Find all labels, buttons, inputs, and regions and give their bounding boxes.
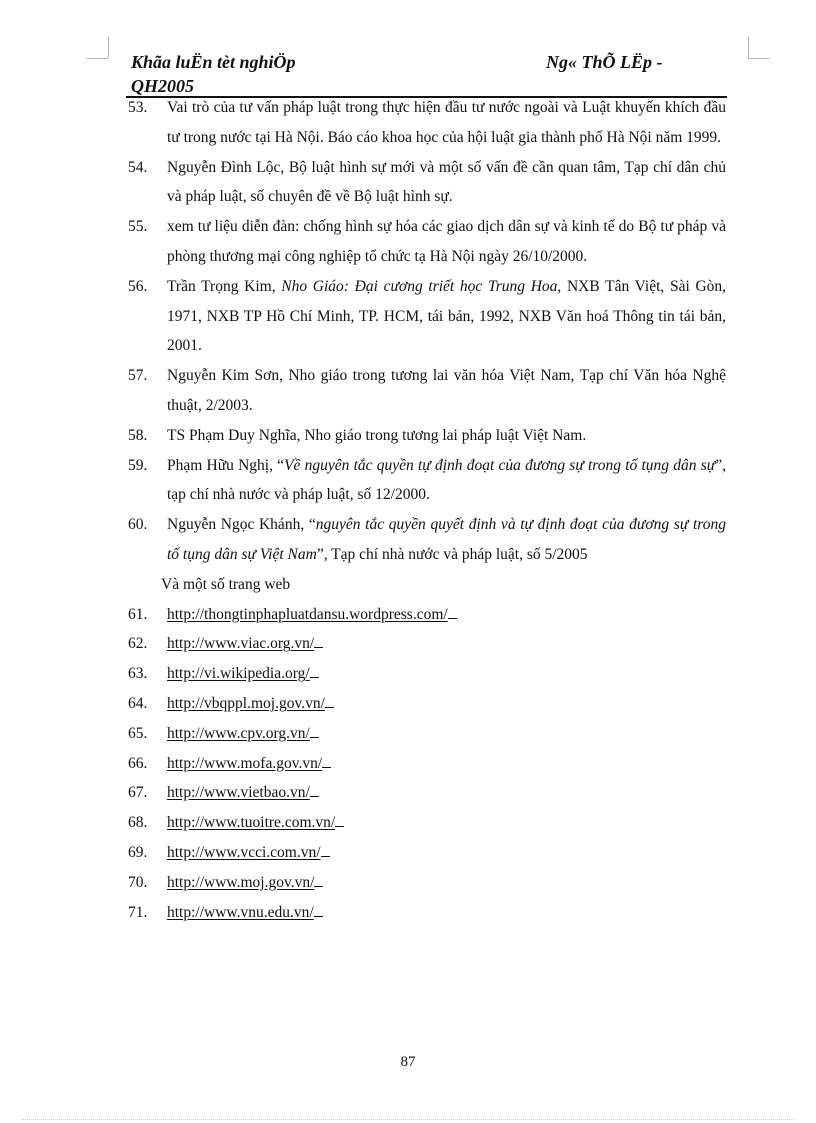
link-item (128, 838, 726, 868)
reference-number: 71. (128, 903, 148, 921)
margin-mark-top-left (86, 58, 108, 59)
link-item (128, 898, 726, 928)
reference-publication: ”, tạp chí nhà nước và pháp luật, số 12/2000. (167, 456, 726, 504)
reference-number: 54. (128, 158, 148, 176)
reference-link[interactable]: http://www.mofa.gov.vn/ (167, 755, 331, 772)
link-item (128, 749, 726, 779)
page-bottom-border (22, 1119, 794, 1120)
reference-link[interactable]: http://www.tuoitre.com.vn/ (167, 814, 344, 831)
reference-text: TS Phạm Duy Nghĩa, Nho giáo trong tương lai pháp luật Việt Nam. (167, 426, 587, 444)
reference-number: 70. (128, 873, 148, 891)
reference-number: 63. (128, 665, 148, 683)
reference-text: Vai trò của tư vấn pháp luật trong thực hiện đầu tư nước ngoài và Luật khuyến khích đầu tư trong nước tại Hà Nội. Báo cáo khoa học của hội luật gia thành phố Hà Nội năm 1999. (167, 99, 726, 146)
link-item (128, 629, 726, 659)
page-number: 87 (400, 1054, 416, 1070)
reference-item (128, 510, 726, 570)
reference-item (128, 451, 726, 511)
reference-text (167, 451, 726, 511)
reference-link[interactable]: http://www.vietbao.vn/ (167, 784, 319, 801)
header-author: Ng« ThÕ LËp - (546, 52, 663, 72)
reference-item (128, 212, 726, 272)
reference-text: Nguyễn Đình Lộc, Bộ luật hình sự mới và một số vấn đề cần quan tâm, Tạp chí dân chủ và pháp luật, số chuyên đề về Bộ luật hình sự. (167, 158, 726, 206)
link-item (128, 659, 726, 689)
link-item (128, 868, 726, 898)
reference-title: Về nguyên tắc quyền tự định đoạt của đương sự trong tố tụng dân sự (284, 456, 716, 474)
reference-author: Trần Trọng Kim, (167, 277, 282, 295)
link-item (128, 808, 726, 838)
reference-number: 55. (128, 218, 148, 236)
reference-title: nguyên tắc quyền quyết định và tự định đoạt của đương sự trong tố tụng dân sự Việt Nam (167, 516, 726, 563)
reference-number: 69. (128, 843, 148, 861)
reference-number: 64. (128, 694, 148, 712)
reference-number: 61. (128, 605, 148, 623)
link-item (128, 778, 726, 808)
reference-number: 53. (128, 99, 148, 116)
reference-text: Nguyễn Kim Sơn, Nho giáo trong tương lai văn hóa Việt Nam, Tạp chí Văn hóa Nghệ thuật, 2/2003. (167, 367, 726, 414)
reference-item (128, 272, 726, 361)
reference-number: 60. (128, 516, 148, 534)
reference-author: Nguyễn Ngọc Khánh, “ (167, 516, 316, 534)
reference-item (128, 153, 726, 213)
margin-mark-top-right-v (748, 36, 749, 58)
reference-link[interactable]: http://vbqppl.moj.gov.vn/ (167, 695, 334, 712)
link-item (128, 719, 726, 749)
reference-link[interactable]: http://thongtinphapluatdansu.wordpress.com/ (167, 606, 457, 623)
reference-number: 58. (128, 426, 148, 444)
reference-publication: , NXB Tân Việt, Sài Gòn, 1971, NXB TP Hồ Chí Minh, TP. HCM, tái bản, 1992, NXB Văn hoá Thông tin tái bản, 2001. (167, 277, 727, 355)
reference-item (128, 361, 726, 421)
reference-link[interactable]: http://www.viac.org.vn/ (167, 635, 323, 652)
reference-text: xem tư liệu diễn đàn: chống hình sự hóa các giao dịch dân sự và kinh tế do Bộ tư pháp và phòng thương mại công nghiệp tổ chức tạ Hà Nội ngày 26/10/2000. (167, 218, 726, 265)
reference-number: 68. (128, 814, 148, 832)
reference-text (167, 272, 726, 361)
web-references-heading: Và một số trang web (161, 575, 291, 593)
reference-title: Nho Giáo: Đại cương triết học Trung Hoa (281, 277, 558, 295)
margin-mark-top-left-v (108, 36, 109, 58)
reference-link[interactable]: http://vi.wikipedia.org/ (167, 665, 319, 682)
reference-number: 67. (128, 784, 148, 802)
reference-author: Phạm Hữu Nghị, “ (167, 456, 285, 474)
reference-item (128, 421, 726, 451)
reference-item (128, 93, 726, 153)
reference-link[interactable]: http://www.moj.gov.vn/ (167, 874, 323, 891)
header-thesis-title: Khãa luËn tèt nghiÖp (131, 52, 296, 72)
reference-text (167, 510, 726, 570)
reference-number: 62. (128, 635, 148, 653)
reference-list (128, 93, 726, 927)
reference-link[interactable]: http://www.vcci.com.vn/ (167, 844, 330, 861)
header-cohort: QH2005 (131, 76, 194, 96)
margin-mark-top-right (748, 58, 770, 59)
reference-number: 59. (128, 456, 148, 474)
reference-publication: ”, Tạp chí nhà nước và pháp luật, số 5/2005 (316, 545, 588, 563)
reference-link[interactable]: http://www.cpv.org.vn/ (167, 725, 319, 742)
reference-link[interactable]: http://www.vnu.edu.vn/ (167, 904, 323, 921)
link-item (128, 689, 726, 719)
link-item (128, 600, 726, 630)
reference-number: 57. (128, 367, 148, 385)
reference-number: 56. (128, 277, 148, 295)
reference-number: 66. (128, 754, 148, 772)
reference-number: 65. (128, 724, 148, 742)
